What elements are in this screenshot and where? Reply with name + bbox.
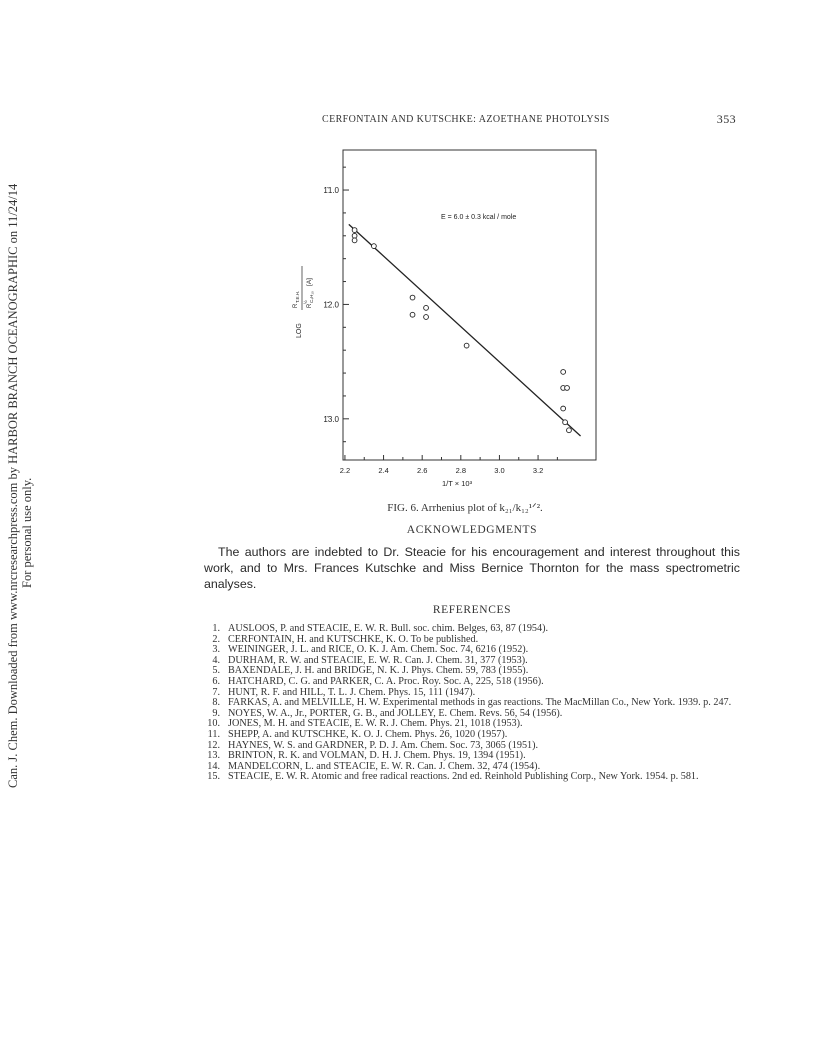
- acknowledgments-heading: ACKNOWLEDGMENTS: [406, 524, 538, 536]
- x-tick-label: 3.0: [494, 466, 505, 475]
- data-point: [424, 315, 429, 320]
- data-point: [372, 244, 377, 249]
- y-label-numerator-sub: T.E.H.: [295, 290, 300, 303]
- x-tick-label: 2.6: [416, 466, 428, 475]
- reference-text: WEININGER, J. L. and RICE, O. K. J. Am. Chem. Soc. 74, 6216 (1952).: [228, 644, 529, 656]
- data-point: [563, 420, 568, 425]
- data-point: [565, 386, 570, 391]
- reference-number: 12.: [207, 739, 220, 751]
- reference-text: JONES, M. H. and STEACIE, E. W. R. J. Chem. Phys. 21, 1018 (1953).: [228, 718, 523, 730]
- fit-line: [349, 224, 581, 436]
- figure-caption: FIG. 6. Arrhenius plot of k₂₁/k₁₂¹ᐟ².: [387, 502, 543, 514]
- x-axis-ticks: [340, 455, 558, 475]
- running-head: [322, 114, 736, 130]
- data-points: [352, 228, 571, 433]
- data-point: [410, 295, 415, 300]
- acknowledgments-text: The authors are indebted to Dr. Steacie for his encouragement and interest throughout this work, and to Mrs. Frances Kutschke and Miss Bernice Thornton for the mass spectrometric analyses.: [204, 545, 740, 591]
- y-tick-label: 1̄1.0: [323, 186, 339, 196]
- personal-use-notice: For personal use only.: [20, 477, 34, 588]
- y-label-numerator: R: [293, 303, 299, 308]
- x-tick-label: 2.4: [378, 466, 389, 475]
- reference-number: 8.: [212, 697, 220, 709]
- y-tick-label: 1̄2.0: [323, 300, 339, 310]
- y-label-log: LOG: [296, 323, 303, 338]
- side-watermark: [0, 0, 34, 1056]
- reference-number: 5.: [212, 665, 220, 677]
- reference-number: 6.: [212, 675, 220, 687]
- y-axis-ticks: [323, 186, 349, 424]
- reference-number: 1.: [212, 623, 220, 634]
- reference-text: HUNT, R. F. and HILL, T. L. J. Chem. Phys. 15, 111 (1947).: [228, 686, 476, 698]
- y-label-bracket: [A]: [306, 278, 313, 286]
- y-label-half: ½: [303, 300, 308, 304]
- y-axis-label: [293, 266, 314, 338]
- reference-number: 13.: [207, 750, 220, 762]
- reference-number: 7.: [212, 686, 220, 698]
- page-number: 353: [716, 112, 736, 126]
- x-tick-label: 2.2: [339, 466, 351, 475]
- reference-number: 15.: [207, 771, 220, 783]
- data-point: [561, 406, 566, 411]
- reference-text: FARKAS, A. and MELVILLE, H. W. Experimental methods in gas reactions. The MacMillan Co., New York. 1939. p. 247.: [228, 697, 732, 709]
- references-heading: REFERENCES: [432, 604, 512, 616]
- data-point: [352, 238, 357, 243]
- reference-text: MANDELCORN, L. and STEACIE, E. W. R. Can. J. Chem. 32, 474 (1954).: [228, 760, 541, 772]
- reference-number: 3.: [212, 644, 220, 656]
- reference-number: 14.: [207, 760, 220, 772]
- reference-number: 2.: [212, 633, 220, 645]
- reference-text: NOYES, W. A., Jr., PORTER, G. B., and JOLLEY, E. Chem. Revs. 56, 54 (1956).: [228, 707, 563, 719]
- reference-number: 10.: [207, 718, 220, 730]
- plot-frame: [343, 150, 596, 460]
- data-point: [410, 312, 415, 317]
- data-point: [352, 233, 357, 238]
- y-label-denominator-sub: C₄H₁₀: [309, 291, 314, 303]
- reference-text: HATCHARD, C. G. and PARKER, C. A. Proc. Roy. Soc. A, 225, 518 (1956).: [228, 675, 544, 687]
- x-tick-label: 2.8: [455, 466, 467, 475]
- data-point: [424, 305, 429, 310]
- reference-text: HAYNES, W. S. and GARDNER, P. D. J. Am. Chem. Soc. 73, 3065 (1951).: [228, 739, 539, 751]
- x-axis-label: 1/T × 10³: [442, 479, 473, 488]
- reference-number: 4.: [212, 654, 220, 666]
- energy-annotation: E = 6.0 ± 0.3 kcal / mole: [441, 214, 517, 221]
- y-tick-label: 1̄3.0: [323, 414, 339, 424]
- reference-text: SHEPP, A. and KUTSCHKE, K. O. J. Chem. Phys. 26, 1020 (1957).: [228, 728, 508, 740]
- reference-text: BAXENDALE, J. H. and BRIDGE, N. K. J. Phys. Chem. 59, 783 (1955).: [228, 665, 529, 677]
- reference-text: DURHAM, R. W. and STEACIE, E. W. R. Can. J. Chem. 31, 377 (1953).: [228, 654, 528, 666]
- reference-text: CERFONTAIN, H. and KUTSCHKE, K. O. To be published.: [228, 633, 479, 645]
- y-label-denominator: R: [307, 303, 313, 308]
- reference-number: 9.: [212, 707, 220, 719]
- running-head-title: CERFONTAIN AND KUTSCHKE: AZOETHANE PHOTOLYSIS: [322, 114, 610, 125]
- reference-item: [196, 772, 744, 783]
- data-point: [464, 343, 469, 348]
- x-tick-label: 3.2: [532, 466, 544, 475]
- arrhenius-plot: [280, 140, 620, 500]
- arrhenius-figure: [280, 140, 620, 500]
- reference-text: STEACIE, E. W. R. Atomic and free radical reactions. 2nd ed. Reinhold Publishing Corp., New York. 1954. p. 581.: [228, 771, 699, 783]
- data-point: [561, 370, 566, 375]
- reference-text: BRINTON, R. K. and VOLMAN, D. H. J. Chem. Phys. 19, 1394 (1951).: [228, 750, 526, 762]
- data-point: [352, 228, 357, 233]
- reference-number: 11.: [207, 728, 220, 740]
- reference-list: [196, 624, 744, 783]
- download-notice: Can. J. Chem. Downloaded from www.nrcresearchpress.com by HARBOR BRANCH OCEANOGRAPHIC on 11/24/14: [6, 183, 20, 788]
- reference-text: AUSLOOS, P. and STEACIE, E. W. R. Bull. soc. chim. Belges, 63, 87 (1954).: [228, 623, 549, 634]
- data-point: [567, 428, 572, 433]
